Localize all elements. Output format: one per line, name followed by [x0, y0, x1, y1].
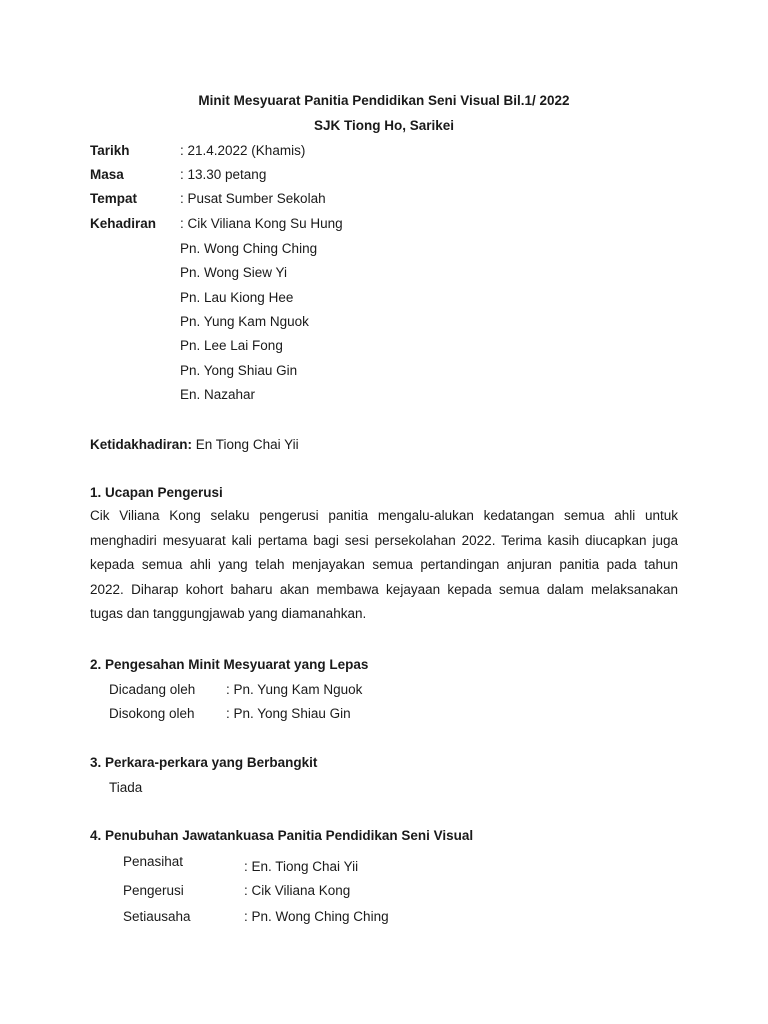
section-1-heading: 1. Ucapan Pengerusi	[90, 485, 223, 500]
document-title: Minit Mesyuarat Panitia Pendidikan Seni Visual Bil.1/ 2022	[198, 93, 570, 108]
attendance-label: Kehadiran	[90, 216, 157, 231]
school-name: SJK Tiong Ho, Sarikei	[313, 118, 455, 133]
section-3-text: Tiada	[109, 780, 143, 795]
attendee-4: Pn. Lau Kiong Hee	[180, 290, 294, 305]
secretary-label: Setiausaha	[123, 909, 191, 924]
paragraph-line-4: 2022. Diharap kohort baharu akan membawa kejayaan kepada semua dalam melaksanakan	[90, 581, 678, 597]
advisor-label: Penasihat	[123, 854, 184, 869]
proposer-value: : Pn. Yung Kam Nguok	[226, 682, 363, 697]
advisor-value: : En. Tiong Chai Yii	[244, 859, 359, 874]
seconder-value: : Pn. Yong Shiau Gin	[226, 706, 351, 721]
date-value: : 21.4.2022 (Khamis)	[180, 143, 306, 158]
paragraph-line-5: tugas dan tanggungjawab yang diamanahkan.	[90, 606, 367, 622]
attendee-7: Pn. Yong Shiau Gin	[180, 363, 298, 378]
chairperson-value: : Cik Viliana Kong	[244, 883, 351, 898]
absent-line	[90, 436, 299, 454]
section-3-heading: 3. Perkara-perkara yang Berbangkit	[90, 755, 318, 770]
paragraph-line-3: kepada semua ahli yang telah menjayakan semua pertandingan anjuran panitia pada tahun	[90, 557, 678, 573]
secretary-value: : Pn. Wong Ching Ching	[244, 909, 389, 924]
paragraph-line-1: Cik Viliana Kong selaku pengerusi panitia mengalu-alukan kedatangan semua ahli untuk	[90, 508, 678, 523]
section-4-heading: 4. Penubuhan Jawatankuasa Panitia Pendidikan Seni Visual	[90, 828, 474, 843]
attendee-8: En. Nazahar	[180, 387, 256, 402]
time-value: : 13.30 petang	[180, 167, 267, 182]
place-label: Tempat	[90, 191, 138, 206]
absent-value: En Tiong Chai Yii	[192, 437, 299, 452]
section-2-heading: 2. Pengesahan Minit Mesyuarat yang Lepas	[90, 657, 369, 672]
section-1-paragraph	[90, 504, 678, 627]
attendee-6: Pn. Lee Lai Fong	[180, 338, 283, 353]
attendee-5: Pn. Yung Kam Nguok	[180, 314, 309, 329]
absent-label: Ketidakhadiran:	[90, 437, 193, 452]
proposer-label: Dicadang oleh	[109, 682, 196, 697]
date-label: Tarikh	[90, 143, 130, 158]
seconder-label: Disokong oleh	[109, 706, 195, 721]
time-label: Masa	[90, 167, 124, 182]
attendee-2: Pn. Wong Ching Ching	[180, 241, 318, 256]
chairperson-label: Pengerusi	[123, 883, 184, 898]
attendee-3: Pn. Wong Siew Yi	[180, 265, 288, 280]
place-value: : Pusat Sumber Sekolah	[180, 191, 326, 206]
attendee-1: : Cik Viliana Kong Su Hung	[180, 216, 343, 231]
paragraph-line-2: menghadiri mesyuarat kali pertama bagi sesi persekolahan 2022. Terima kasih diucapkan juga	[90, 532, 678, 548]
